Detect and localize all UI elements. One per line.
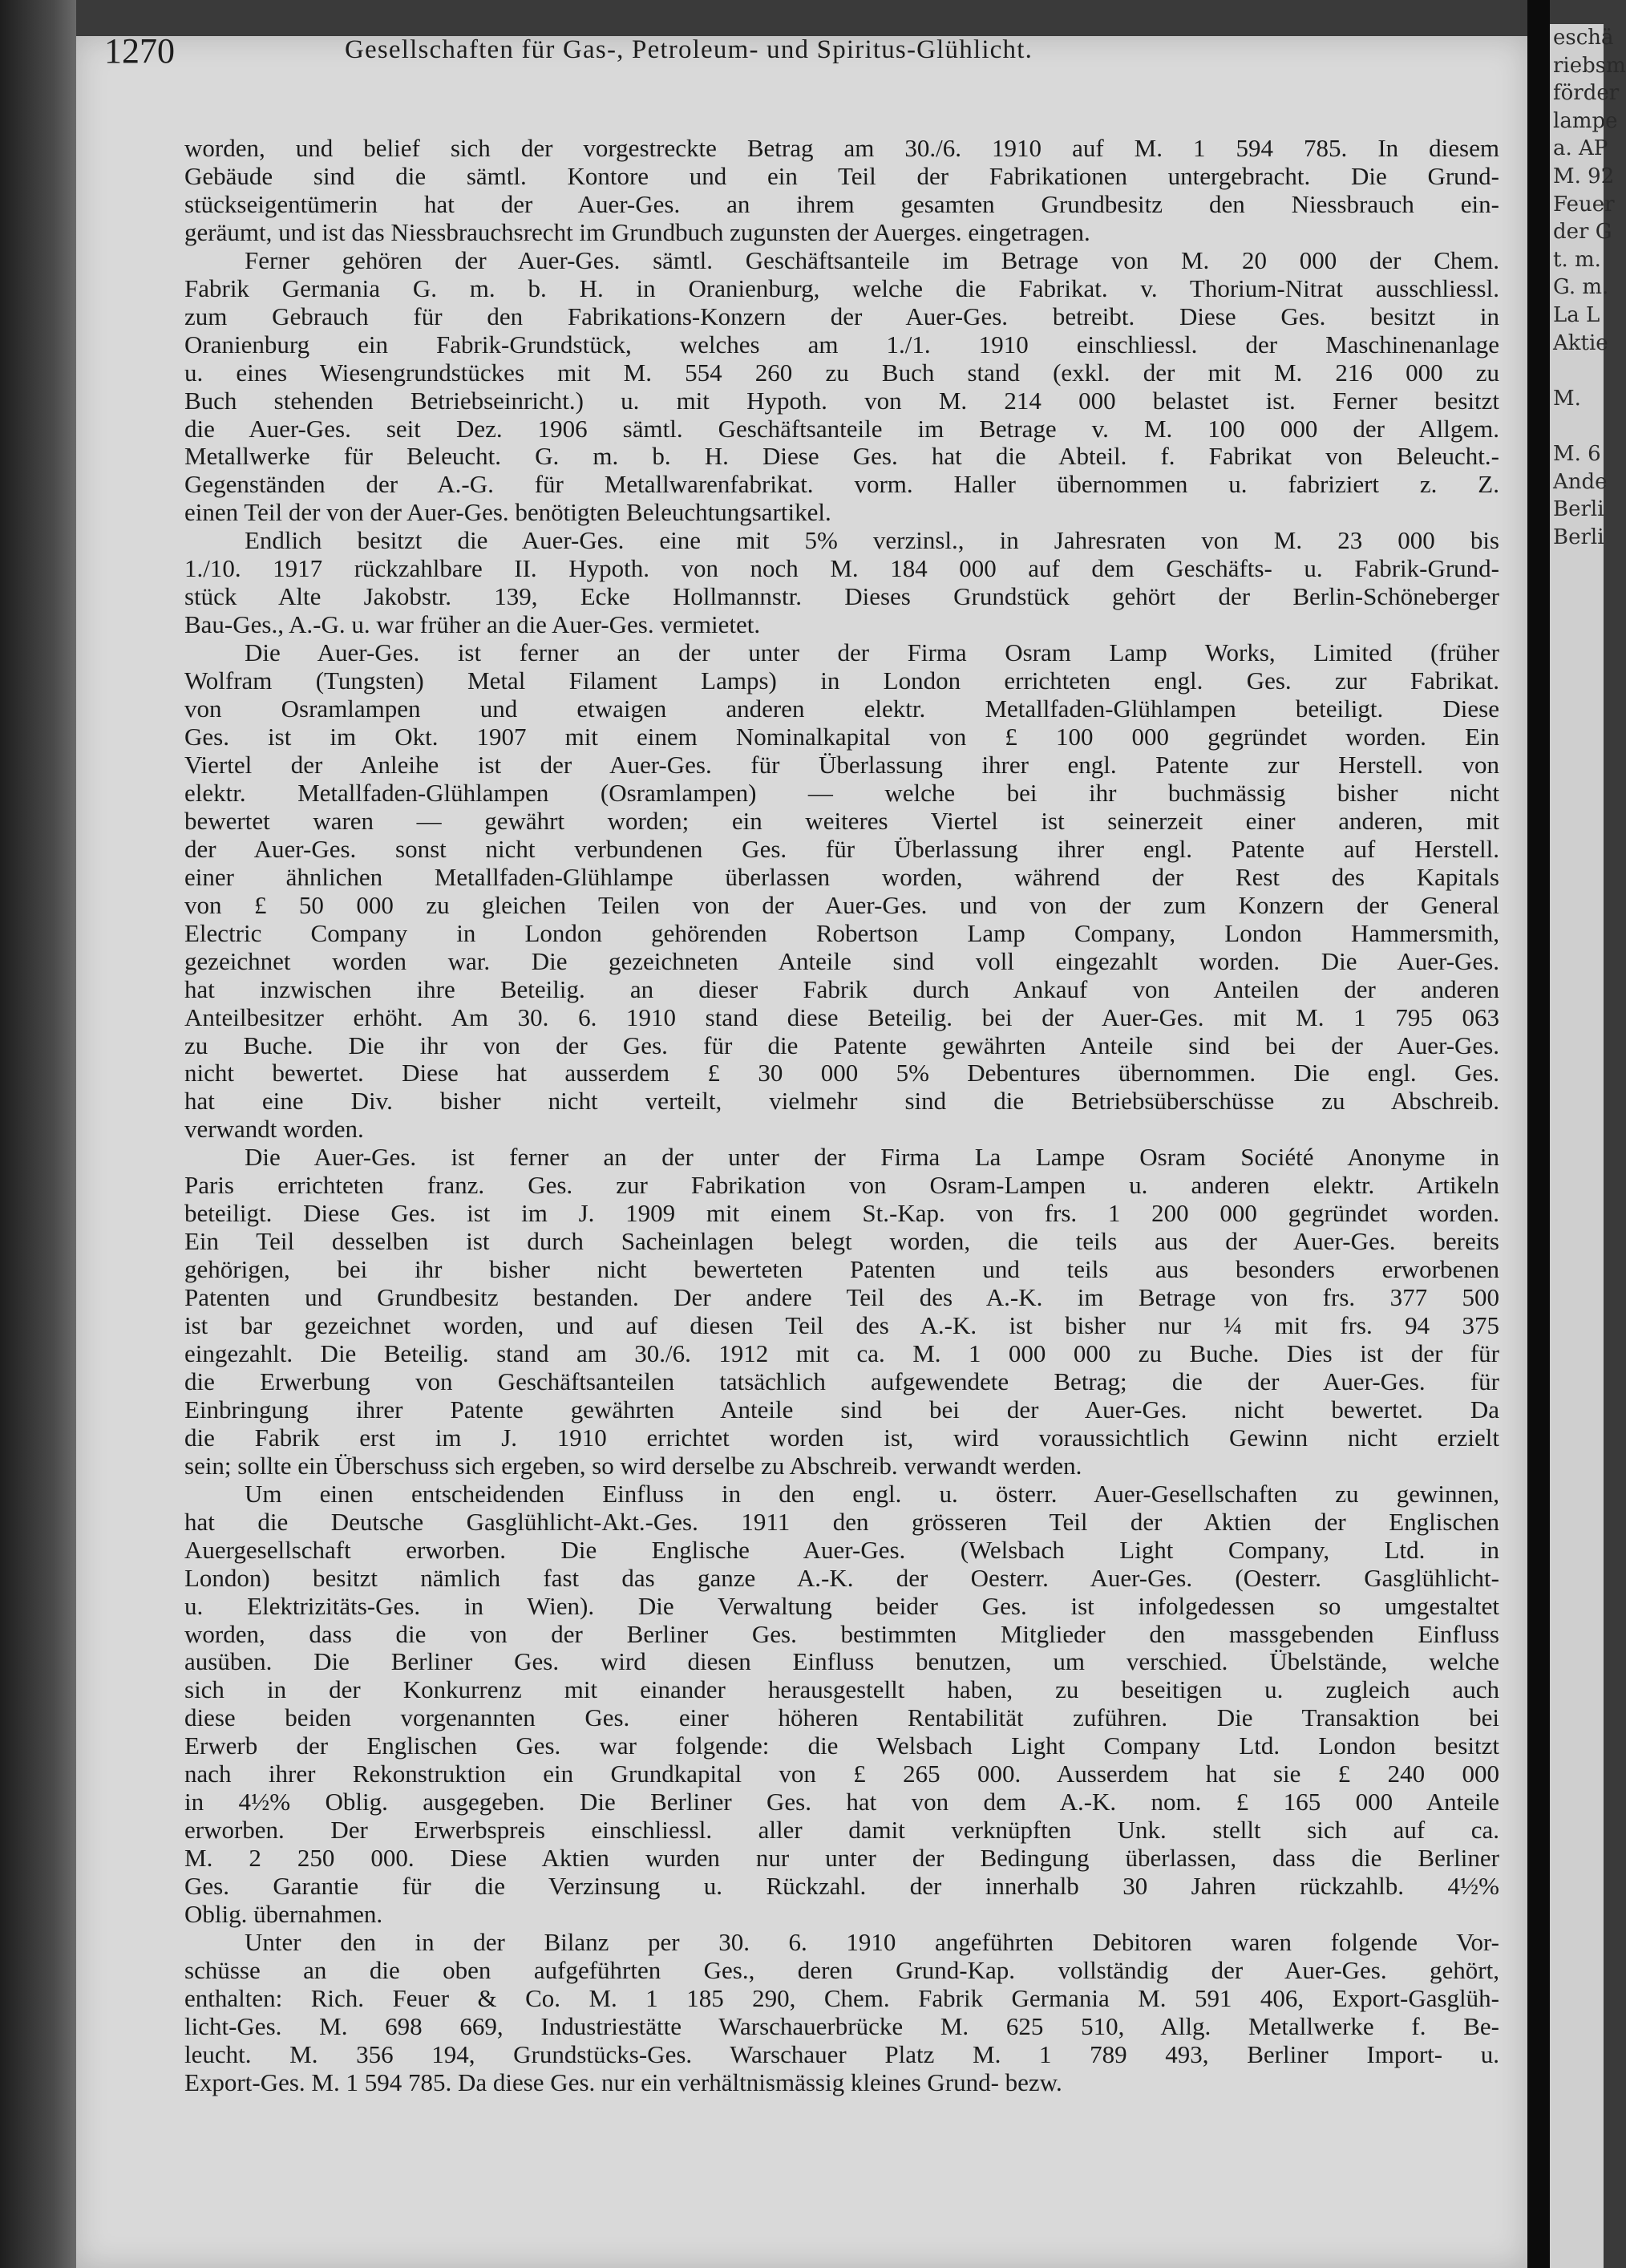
- adjacent-page-fragment: [1550, 690, 1604, 718]
- text-line: diese beiden vorgenannten Ges. einer höheren Rentabilität zuführen. Die Transaktion bei: [184, 1703, 1499, 1732]
- text-line: hat eine Div. bisher nicht verteilt, vielmehr sind die Betriebsüberschüsse zu Abschreib.: [184, 1087, 1499, 1116]
- text-line: worden, dass die von der Berliner Ges. bestimmten Mitglieder den massgebenden Einfluss: [184, 1619, 1499, 1648]
- text-line: Um einen entscheidenden Einfluss in den engl. u. österr. Auer-Gesellschaften zu gewinnen,: [245, 1479, 1499, 1508]
- text-line: von £ 50 000 zu gleichen Teilen von der Auer-Ges. und von der zum Konzern der General: [184, 890, 1499, 919]
- paragraph: [184, 135, 1499, 247]
- adjacent-page-fragment: t. m.: [1553, 247, 1601, 272]
- text-line: leucht. M. 356 194, Grundstücks-Ges. Warschauer Platz M. 1 789 493, Berliner Import- u.: [184, 2039, 1499, 2068]
- text-line: Ein Teil desselben ist durch Sacheinlagen belegt worden, die teils aus der Auer-Ges. bereits: [184, 1227, 1499, 1256]
- text-line: die Auer-Ges. seit Dez. 1906 sämtl. Geschäftsanteile im Betrage v. M. 100 000 der Allgem.: [184, 414, 1499, 443]
- adjacent-page-fragment: M. 6: [1553, 441, 1601, 466]
- text-line: die Erwerbung von Geschäftsanteilen tatsächlich aufgewendete Betrag; die der Auer-Ges. für: [184, 1367, 1499, 1395]
- text-line: M. 2 250 000. Diese Aktien wurden nur unter der Bedingung überlassen, dass die Berliner: [184, 1844, 1499, 1873]
- text-line: Bau-Ges., A.-G. u. war früher an die Auer-Ges. vermietet.: [184, 610, 761, 639]
- text-line: enthalten: Rich. Feuer & Co. M. 1 185 290, Chem. Fabrik Germania M. 591 406, Export-Gasglüh-: [184, 1983, 1499, 2012]
- adjacent-page-fragment: [1550, 773, 1604, 801]
- text-line: beteiligt. Diese Ges. ist im J. 1909 mit einem St.-Kap. von frs. 1 200 000 gegründet worden.: [184, 1199, 1499, 1228]
- text-line: ist bar gezeichnet worden, und auf diesen Teil des A.-K. ist bisher nur ¼ mit frs. 94 375: [184, 1311, 1499, 1340]
- text-line: von Osramlampen und etwaigen anderen elektr. Metallfaden-Glühlampen beteiligt. Diese: [184, 695, 1499, 723]
- text-line: eingezahlt. Die Beteilig. stand am 30./6. 1912 mit ca. M. 1 000 000 zu Buche. Dies ist der für: [184, 1339, 1499, 1367]
- adjacent-page-fragment: eschä: [1553, 26, 1614, 50]
- text-line: Erwerb der Englischen Ges. war folgende: die Welsbach Light Company Ltd. London besitzt: [184, 1731, 1499, 1760]
- adjacent-page-fragment: [1550, 1217, 1604, 1245]
- text-line: bewertet waren — gewährt worden; ein weiteres Viertel ist seinerzeit einer anderen, mit: [184, 806, 1499, 835]
- adjacent-page-fragment: [1550, 884, 1604, 912]
- adjacent-page-fragment: [1550, 718, 1604, 746]
- adjacent-page-fragment: [1550, 357, 1604, 385]
- text-line: Metallwerke für Beleucht. G. m. b. H. Diese Ges. hat die Abteil. f. Fabrikat von Beleucht.-: [184, 442, 1499, 471]
- text-line: licht-Ges. M. 698 669, Industriestätte Warschauerbrücke M. 625 510, Allg. Metallwerke f. Be-: [184, 2011, 1499, 2040]
- text-line: Viertel der Anleihe ist der Auer-Ges. für Überlassung ihrer engl. Patente zur Herstell. von: [184, 750, 1499, 779]
- text-line: Electric Company in London gehörenden Robertson Lamp Company, London Hammersmith,: [184, 918, 1499, 947]
- adjacent-page-fragment: [1550, 551, 1604, 579]
- paragraph: [184, 639, 1499, 1144]
- adjacent-page-fragment: [1550, 857, 1604, 885]
- text-line: Paris errichteten franz. Ges. zur Fabrikation von Osram-Lampen u. anderen elektr. Artikeln: [184, 1171, 1499, 1200]
- adjacent-page-fragment: M.: [1553, 386, 1581, 411]
- adjacent-page-fragment: [1550, 634, 1604, 662]
- text-line: die Fabrik erst im J. 1910 errichtet worden ist, wird voraussichtlich Gewinn nicht erzielt: [184, 1423, 1499, 1452]
- adjacent-page-fragment: [1550, 662, 1604, 691]
- text-line: Ges. ist im Okt. 1907 mit einem Nominalkapital von £ 100 000 gegründet worden. Ein: [184, 723, 1499, 751]
- adjacent-page-fragment: Berli: [1553, 524, 1604, 549]
- text-line: hat inzwischen ihre Beteilig. an dieser Fabrik durch Ankauf von Anteilen der anderen: [184, 974, 1499, 1003]
- adjacent-page-fragment: [1550, 1161, 1604, 1189]
- adjacent-page-fragment: Berli: [1553, 497, 1604, 522]
- adjacent-page-fragment: [1550, 828, 1604, 857]
- text-line: worden, und belief sich der vorgestreckte Betrag am 30./6. 1910 auf M. 1 594 785. In diesem: [184, 134, 1499, 162]
- text-line: der Auer-Ges. sonst nicht verbundenen Ges. für Überlassung ihrer engl. Patente auf Herstell.: [184, 834, 1499, 863]
- adjacent-page-fragment: [1550, 940, 1604, 968]
- adjacent-page-fragment: G. m.: [1553, 275, 1609, 300]
- adjacent-page-fragment: a. AP: [1553, 136, 1608, 161]
- text-line: stückseigentümerin hat der Auer-Ges. an ihrem gesamten Grundbesitz den Niessbrauch ein-: [184, 189, 1499, 218]
- text-line: Endlich besitzt die Auer-Ges. eine mit 5% verzinsl., in Jahresraten von M. 23 000 bis: [245, 526, 1499, 555]
- adjacent-page-fragment: La L: [1553, 302, 1600, 327]
- adjacent-page-fragment: [1550, 1134, 1604, 1162]
- text-line: Auergesellschaft erworben. Die Englische Auer-Ges. (Welsbach Light Company, Ltd. in: [184, 1535, 1499, 1564]
- paragraph: [184, 527, 1499, 639]
- text-line: in 4½% Oblig. ausgegeben. Die Berliner Ges. hat von dem A.-K. nom. £ 165 000 Anteile: [184, 1788, 1499, 1816]
- text-line: sein; sollte ein Überschuss sich ergeben, so wird derselbe zu Abschreib. verwandt werden.: [184, 1451, 1082, 1480]
- text-line: Ges. Garantie für die Verzinsung u. Rückzahl. der innerhalb 30 Jahren rückzahlb. 4½%: [184, 1872, 1499, 1901]
- text-line: sich in der Konkurrenz mit einander herausgestellt haben, zu beseitigen u. zugleich auch: [184, 1675, 1499, 1704]
- text-line: Wolfram (Tungsten) Metal Filament Lamps) in London errichteten engl. Ges. zur Fabrikat.: [184, 666, 1499, 695]
- adjacent-page-fragment: [1550, 1051, 1604, 1079]
- text-line: u. eines Wiesengrundstückes mit M. 554 260 zu Buch stand (exkl. der mit M. 216 000 zu: [184, 358, 1499, 387]
- text-line: Einbringung ihrer Patente gewährten Anteile sind bei der Auer-Ges. nicht bewertet. Da: [184, 1395, 1499, 1424]
- text-line: Export-Ges. M. 1 594 785. Da diese Ges. nur ein verhältnismässig kleines Grund- bezw.: [184, 2068, 1062, 2096]
- text-line: stück Alte Jakobstr. 139, Ecke Hollmannstr. Dieses Grundstück gehört der Berlin-Schöneberger: [184, 582, 1499, 611]
- text-line: Buch stehenden Betriebseinricht.) u. mit Hypoth. von M. 214 000 belastet ist. Ferner besitzt: [184, 386, 1499, 415]
- text-line: zu Buche. Die ihr von der Ges. für die Patente gewährten Anteile sind bei der Auer-Ges.: [184, 1031, 1499, 1059]
- adjacent-page-fragment: [1550, 1273, 1604, 1301]
- text-line: u. Elektrizitäts-Ges. in Wien). Die Verwaltung beider Ges. ist infolgedessen so umgestaltet: [184, 1591, 1499, 1620]
- text-line: Anteilbesitzer erhöht. Am 30. 6. 1910 stand diese Beteilig. bei der Auer-Ges. mit M. 1 795 063: [184, 1002, 1499, 1031]
- text-line: Ferner gehören der Auer-Ges. sämtl. Geschäftsanteile im Betrage von M. 20 000 der Chem.: [245, 245, 1499, 274]
- adjacent-page-fragment: [1550, 995, 1604, 1023]
- text-line: zum Gebrauch für den Fabrikations-Konzern der Auer-Ges. betreibt. Diese Ges. besitzt in: [184, 302, 1499, 330]
- body-text: [184, 135, 1499, 2097]
- adjacent-page-fragment: [1550, 967, 1604, 995]
- adjacent-page-fragment: Aktie: [1553, 330, 1608, 355]
- text-line: schüsse an die oben aufgeführten Ges., deren Grund-Kap. vollständig der Auer-Ges. gehört,: [184, 1955, 1499, 1984]
- text-line: hat die Deutsche Gasglühlicht-Akt.-Ges. 1911 den grösseren Teil der Aktien der Englischen: [184, 1507, 1499, 1536]
- text-line: Fabrik Germania G. m. b. H. in Oranienburg, welche die Fabrikat. v. Thorium-Nitrat ausschliessl.: [184, 273, 1499, 302]
- book-gutter: [1527, 0, 1550, 2268]
- adjacent-page-fragment: lampe: [1553, 108, 1618, 133]
- adjacent-page-fragment: [1550, 606, 1604, 634]
- text-line: Patenten und Grundbesitz bestanden. Der andere Teil des A.-K. im Betrage von frs. 377 500: [184, 1283, 1499, 1312]
- text-line: einen Teil der von der Auer-Ges. benötigten Beleuchtungsartikel.: [184, 498, 831, 527]
- text-line: gezeichnet worden war. Die gezeichneten Anteile sind voll eingezahlt worden. Die Auer-Ges.: [184, 946, 1499, 975]
- adjacent-page-fragment: Feuer: [1553, 192, 1615, 217]
- adjacent-page-fragment: [1550, 1079, 1604, 1107]
- text-line: elektr. Metallfaden-Glühlampen (Osramlampen) — welche bei ihr buchmässig bisher nicht: [184, 778, 1499, 807]
- text-line: London) besitzt nämlich fast das ganze A.-K. der Oesterr. Auer-Ges. (Oesterr. Gasglühlicht-: [184, 1563, 1499, 1592]
- text-line: 1./10. 1917 rückzahlbare II. Hypoth. von noch M. 184 000 auf dem Geschäfts- u. Fabrik-Grund-: [184, 554, 1499, 583]
- adjacent-page-fragment: [1550, 412, 1604, 440]
- text-line: einer ähnlichen Metallfaden-Glühlampe überlassen worden, während der Rest des Kapitals: [184, 862, 1499, 891]
- text-line: Unter den in der Bilanz per 30. 6. 1910 angeführten Debitoren waren folgende Vor-: [245, 1928, 1499, 1956]
- paragraph: [184, 247, 1499, 528]
- paragraph: [184, 1480, 1499, 1929]
- adjacent-page-fragment: [1550, 1189, 1604, 1217]
- adjacent-page-fragment: [1550, 801, 1604, 829]
- text-line: Oblig. übernahmen.: [184, 1900, 383, 1929]
- adjacent-page-fragment: [1550, 1023, 1604, 1051]
- text-line: nicht bewertet. Diese hat ausserdem £ 30 000 5% Debentures übernommen. Die engl. Ges.: [184, 1059, 1499, 1087]
- page-number: 1270: [104, 31, 175, 71]
- adjacent-page-fragment: [1550, 579, 1604, 607]
- adjacent-page-edge: [1550, 24, 1626, 2268]
- adjacent-page-fragment: [1550, 1106, 1604, 1134]
- adjacent-page-fragment: [1550, 912, 1604, 940]
- text-line: verwandt worden.: [184, 1115, 364, 1144]
- text-line: Oranienburg ein Fabrik-Grundstück, welches am 1./1. 1910 einschliessl. der Maschinenanlage: [184, 330, 1499, 358]
- text-line: ausüben. Die Berliner Ges. wird diesen Einfluss benutzen, um verschied. Übelstände, welche: [184, 1647, 1499, 1676]
- text-line: nach ihrer Rekonstruktion ein Grundkapital von £ 265 000. Ausserdem hat sie £ 240 000: [184, 1760, 1499, 1788]
- adjacent-page-fragment: der G: [1553, 220, 1612, 245]
- paragraph: [184, 1144, 1499, 1480]
- text-line: geräumt, und ist das Niessbrauchsrecht im Grundbuch zugunsten der Auerges. eingetragen.: [184, 217, 1090, 246]
- text-line: Die Auer-Ges. ist ferner an der unter der Firma La Lampe Osram Société Anonyme in: [245, 1143, 1499, 1172]
- text-line: Gegenständen der A.-G. für Metallwarenfabrikat. vorm. Haller übernommen u. fabriziert z. Z.: [184, 470, 1499, 499]
- text-line: erworben. Der Erwerbspreis einschliessl. aller damit verknüpften Unk. stellt sich auf ca.: [184, 1816, 1499, 1845]
- adjacent-page-fragment: [1550, 745, 1604, 773]
- text-line: Gebäude sind die sämtl. Kontore und ein Teil der Fabrikationen untergebracht. Die Grund-: [184, 161, 1499, 190]
- adjacent-page-fragment: riebsm: [1553, 53, 1626, 78]
- scan-left-margin: [0, 0, 76, 2268]
- adjacent-page-fragment: Ande: [1553, 469, 1608, 494]
- running-title: Gesellschaften für Gas-, Petroleum- und Spiritus-Glühlicht.: [345, 35, 1033, 64]
- adjacent-page-fragment: förder: [1553, 81, 1620, 106]
- text-line: Die Auer-Ges. ist ferner an der unter der Firma Osram Lamp Works, Limited (früher: [245, 638, 1499, 667]
- adjacent-page-fragment: M. 92: [1553, 164, 1615, 188]
- text-line: gehörigen, bei ihr bisher nicht bewerteten Patenten und teils aus besonders erworbenen: [184, 1255, 1499, 1284]
- paragraph: [184, 1929, 1499, 2097]
- adjacent-page-fragment: [1550, 1245, 1604, 1273]
- page-header: [104, 22, 1563, 79]
